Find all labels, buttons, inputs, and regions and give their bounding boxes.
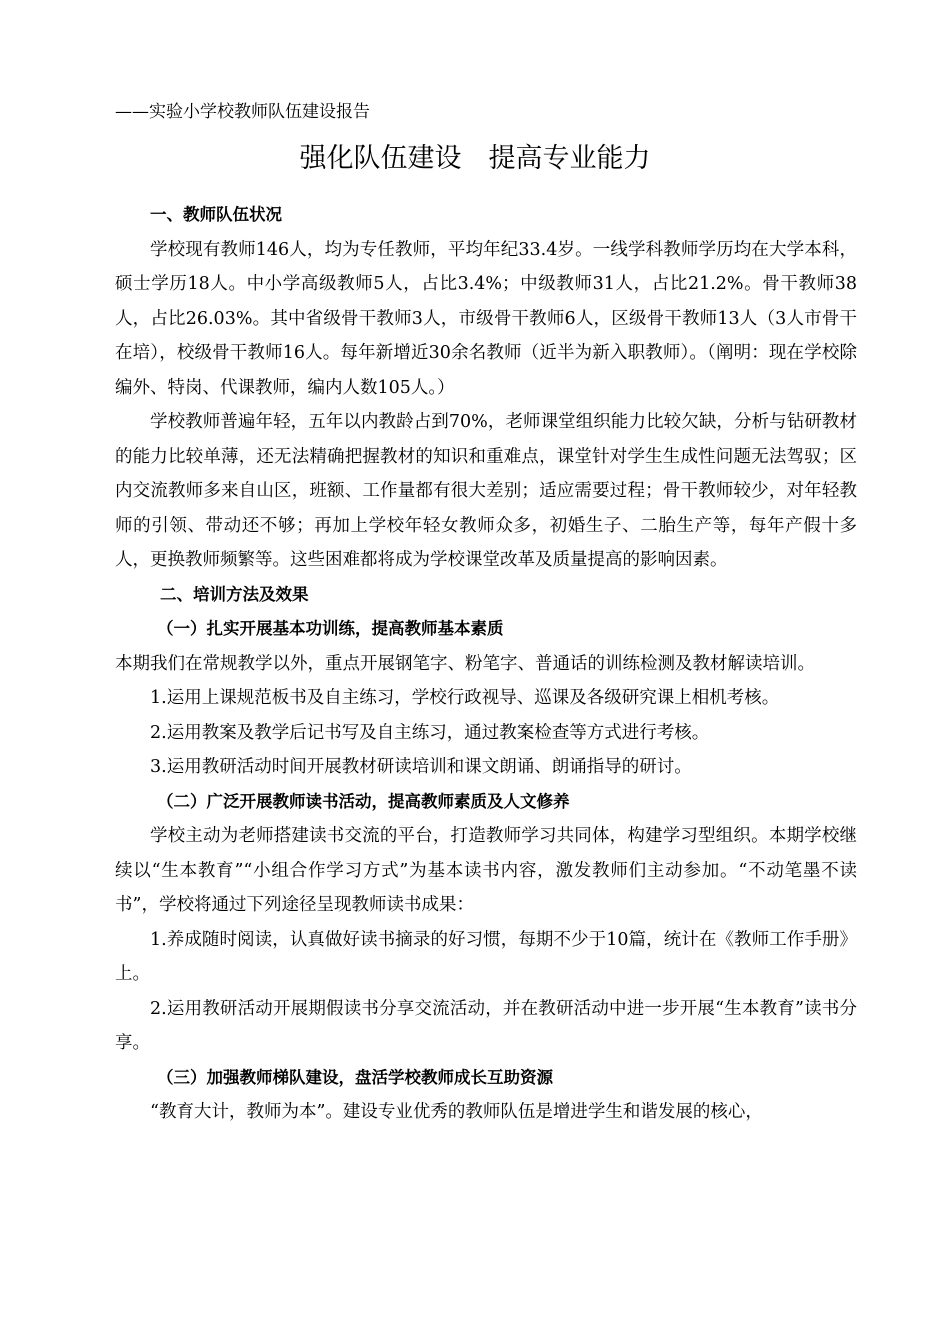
document-body	[115, 198, 857, 1130]
subsection2-item-1: 1.养成随时阅读，认真做好读书摘录的好习惯，每期不少于10篇，统计在《教师工作手册》上。	[115, 929, 857, 984]
subsection2-intro: 学校主动为老师搭建读书交流的平台，打造教师学习共同体，构建学习型组织。本期学校继续以“生本教育”“小组合作学习方式”为基本读书内容，激发教师们主动参加。“不动笔墨不读书”，学校将通过下列途径呈现教师读书成果：	[115, 826, 857, 915]
section-heading-1: 一、教师队伍状况	[150, 205, 282, 224]
subsection-heading-2: （二）广泛开展教师读书活动，提高教师素质及人文修养	[157, 791, 570, 811]
section-heading-2: 二、培训方法及效果	[160, 584, 309, 604]
document-subtitle: ——实验小学校教师队伍建设报告	[115, 102, 370, 122]
subsection1-intro: 本期我们在常规教学以外，重点开展钢笔字、粉笔字、普通话的训练检测及教材解读培训。	[115, 653, 815, 674]
subsection3-intro: “教育大计，教师为本”。建设专业优秀的教师队伍是增进学生和谐发展的核心，	[150, 1102, 763, 1122]
section1-paragraph-2: 学校教师普遍年轻，五年以内教龄占到70%，老师课堂组织能力比较欠缺，分析与钻研教材的能力比较单薄，还无法精确把握教材的知识和重难点，课堂针对学生生成性问题无法驾驭；区内交流教师多来自山区，班额、工作量都有很大差别；适应需要过程；骨干教师较少，对年轻教师的引领、带动还不够；再加上学校年轻女教师众多，初婚生子、二胎生产等，每年产假十多人，更换教师频繁等。这些困难都将成为学校课堂改革及质量提高的影响因素。	[115, 412, 857, 570]
subsection-heading-1: （一）扎实开展基本功训练，提高教师基本素质	[157, 619, 504, 638]
subsection1-item-3: 3.运用教研活动时间开展教材研读培训和课文朗诵、朗诵指导的研讨。	[150, 757, 692, 777]
subsection1-item-1: 1.运用上课规范板书及自主练习，学校行政视导、巡课及各级研究课上相机考核。	[150, 688, 780, 708]
subsection1-item-2: 2.运用教案及教学后记书写及自主练习，通过教案检查等方式进行考核。	[150, 722, 710, 743]
document-title: 强化队伍建设 提高专业能力	[299, 143, 651, 174]
section1-paragraph-1: 学校现有教师146人，均为专任教师，平均年纪33.4岁。一线学科教师学历均在大学本科，硕士学历18人。中小学高级教师5人，占比3.4%；中级教师31人，占比21.2%。骨干教师38人，占比26.03%。其中省级骨干教师3人，市级骨干教师6人，区级骨干教师13人（3人市骨干在培），校级骨干教师16人。每年新增近30余名教师（近半为新入职教师）。（阐明：现在学校除编外、特岗、代课教师，编内人数105人。）	[115, 239, 857, 398]
subsection2-item-2: 2.运用教研活动开展期假读书分享交流活动，并在教研活动中进一步开展“生本教育”读书分享。	[115, 998, 857, 1053]
subsection-heading-3: （三）加强教师梯队建设，盘活学校教师成长互助资源	[157, 1067, 553, 1087]
